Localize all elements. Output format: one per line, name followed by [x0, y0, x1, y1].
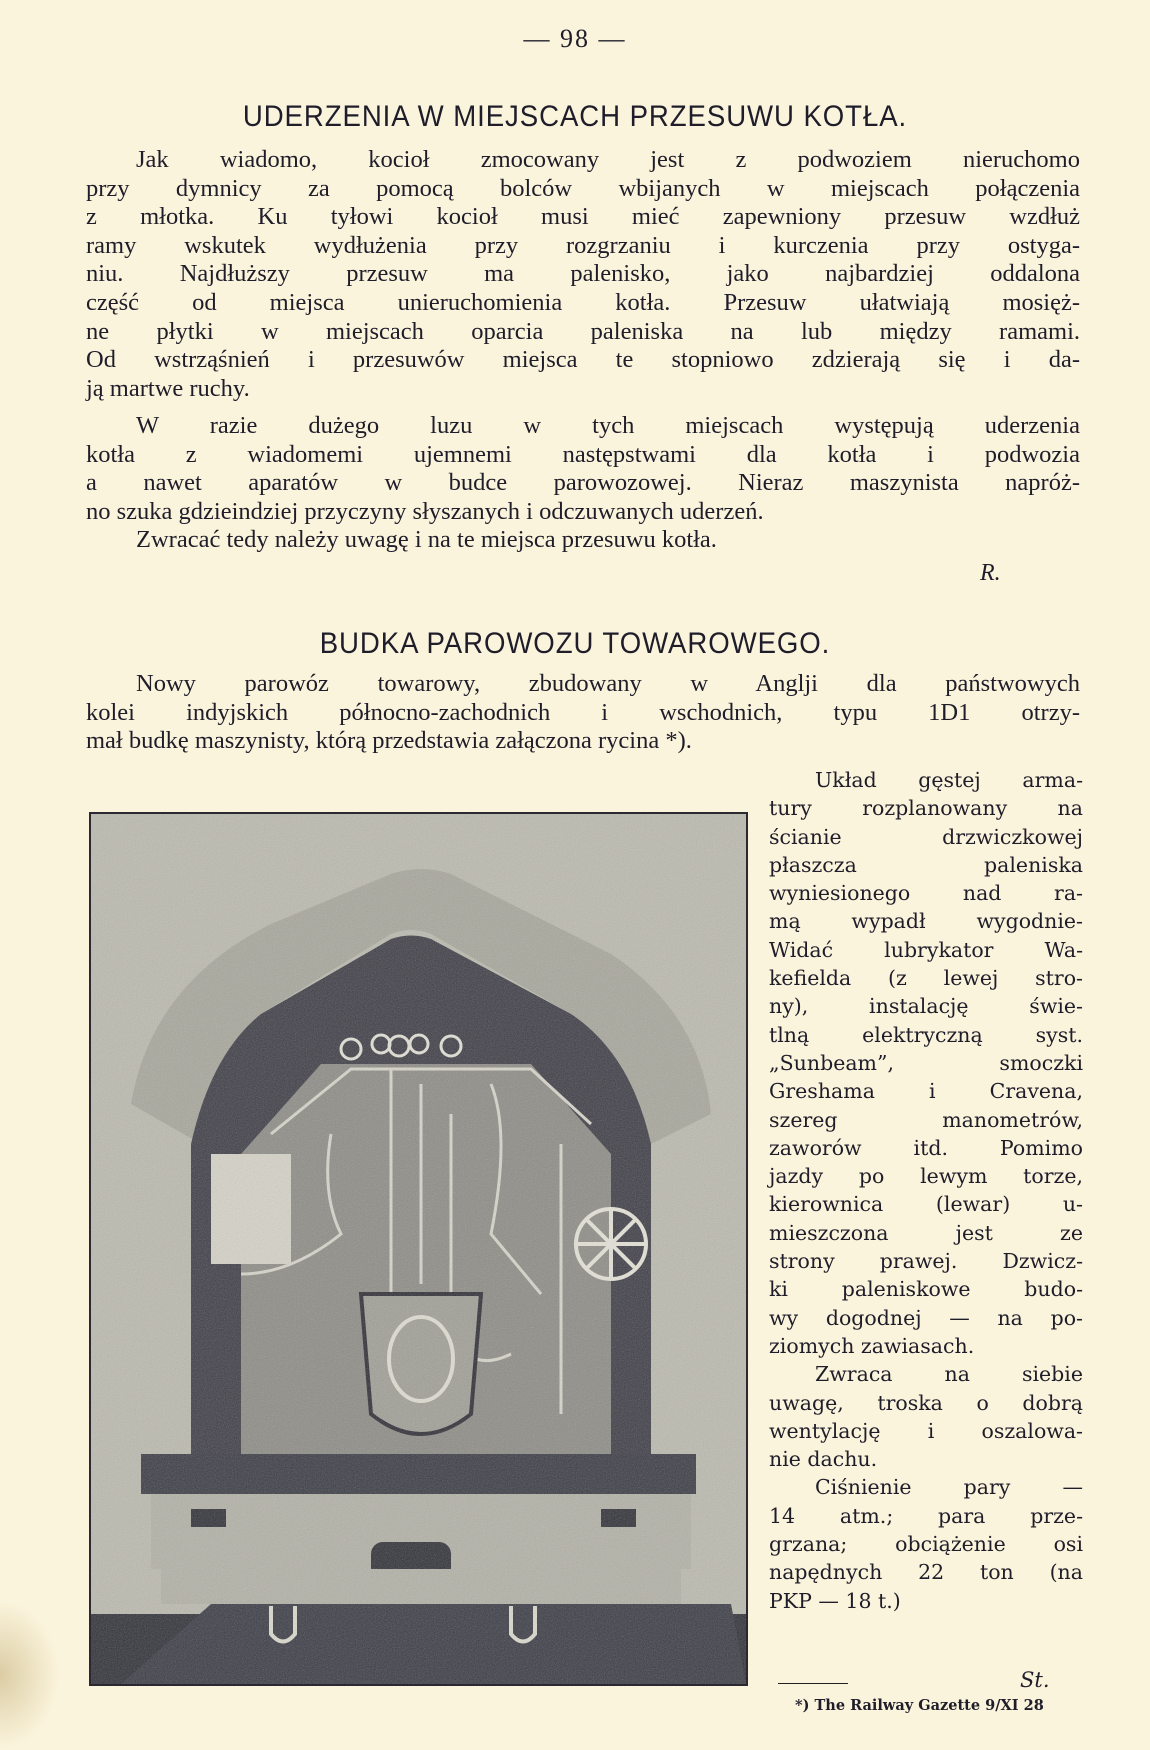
cab-illustration	[91, 814, 746, 1684]
text-line: Widać lubrykator Wa-	[769, 937, 1083, 962]
footnote-rule	[778, 1683, 848, 1684]
text-line: przy dymnicy za pomocą bolców wbijanych w miejscach połączenia	[86, 174, 1080, 202]
text-line: zaworów itd. Pomimo	[769, 1135, 1083, 1160]
article-title-locomotive-cab: BUDKA PAROWOZU TOWAROWEGO.	[319, 627, 831, 660]
footnote: *) The Railway Gazette 9/XI 28	[795, 1697, 1044, 1714]
text-line: kefielda (z lewej stro-	[769, 966, 1083, 991]
text-line: no szuka gdzieindziej przyczyny słyszanych i odczuwanych uderzeń.	[86, 497, 764, 525]
article1-paragraph-2	[86, 412, 1080, 555]
text-line: mał budkę maszynisty, którą przedstawia załączona rycina *).	[86, 727, 692, 755]
text-line: mą wypadł wygodnie-	[769, 909, 1083, 934]
text-line: „Sunbeam”, smoczki	[769, 1050, 1083, 1075]
text-line: uwagę, troska o dobrą	[769, 1390, 1083, 1415]
text-line: tury rozplanowany na	[769, 796, 1083, 821]
text-line: Zwraca na siebie	[815, 1362, 1083, 1387]
text-line: strony prawej. Dzwicz-	[769, 1249, 1083, 1274]
text-line: ny), instalację świe-	[769, 994, 1083, 1019]
text-line: PKP — 18 t.)	[769, 1588, 901, 1613]
text-line: Nowy parowóz towarowy, zbudowany w Anglji dla państwowych	[136, 670, 1080, 697]
text-line: Ciśnienie pary —	[815, 1475, 1083, 1500]
text-line: z młotka. Ku tyłowi kocioł musi mieć zapewniony przesuw wzdłuż	[86, 203, 1080, 231]
text-line: 14 atm.; para prze-	[769, 1503, 1083, 1528]
article1-paragraph-1	[86, 146, 1080, 403]
text-line: Jak wiadomo, kocioł zmocowany jest z podwoziem nieruchomo	[136, 146, 1080, 173]
page-number: — 98 —	[523, 24, 627, 53]
text-line: napędnych 22 ton (na	[769, 1560, 1083, 1585]
text-line: W razie dużego luzu w tych miejscach występują uderzenia	[136, 412, 1080, 439]
text-line: nie dachu.	[769, 1447, 878, 1472]
text-line: szereg manometrów,	[769, 1107, 1083, 1132]
article2-intro	[86, 670, 1080, 756]
text-line: ją martwe ruchy.	[86, 374, 250, 402]
article1-signature: R.	[980, 560, 1001, 586]
text-line: Układ gęstej arma-	[815, 768, 1083, 792]
text-line: Greshama i Cravena,	[769, 1079, 1083, 1104]
text-line: ziomych zawiasach.	[769, 1333, 975, 1358]
text-line: jazdy po lewym torze,	[769, 1164, 1083, 1189]
text-line: część od miejsca unieruchomienia kotła. Przesuw ułatwiają mosięż-	[86, 288, 1080, 316]
text-line: kotła z wiadomemi ujemnemi następstwami dla kotła i podwozia	[86, 440, 1080, 468]
text-line: Od wstrząśnień i przesuwów miejsca te stopniowo zdzierają się i da-	[86, 346, 1080, 374]
text-line: mieszczona jest ze	[769, 1220, 1083, 1245]
article-title-boiler-shocks: UDERZENIA W MIEJSCACH PRZESUWU KOTŁA.	[242, 100, 908, 133]
text-line: grzana; obciążenie osi	[769, 1532, 1083, 1557]
text-line: wy dogodnej — na po-	[769, 1305, 1083, 1330]
text-line: Zwracać tedy należy uwagę i na te miejsca przesuwu kotła.	[136, 526, 717, 554]
article2-side-column	[769, 766, 1083, 1615]
text-line: wentylację i oszalowa-	[769, 1418, 1083, 1443]
article2-signature: St.	[1020, 1668, 1050, 1692]
text-line: ścianie drzwiczkowej	[769, 824, 1083, 849]
text-line: ramy wskutek wydłużenia przy rozgrzaniu i kurczenia przy ostyga-	[86, 231, 1080, 259]
text-line: płaszcza paleniska	[769, 852, 1083, 877]
text-line: kolei indyjskich północno-zachodnich i wschodnich, typu 1D1 otrzy-	[86, 698, 1080, 726]
text-line: niu. Najdłuższy przesuw ma palenisko, jako najbardziej oddalona	[86, 260, 1080, 288]
text-line: ne płytki w miejscach oparcia paleniska na lub między ramami.	[86, 317, 1080, 345]
text-line: wyniesionego nad ra-	[769, 881, 1083, 906]
text-line: tlną elektryczną syst.	[769, 1022, 1083, 1047]
text-line: ki paleniskowe budo-	[769, 1277, 1083, 1302]
text-line: a nawet aparatów w budce parowozowej. Nieraz maszynista napróż-	[86, 469, 1080, 497]
cab-photograph	[89, 812, 748, 1686]
text-line: kierownica (lewar) u-	[769, 1192, 1083, 1217]
page-shadow	[0, 1600, 60, 1750]
